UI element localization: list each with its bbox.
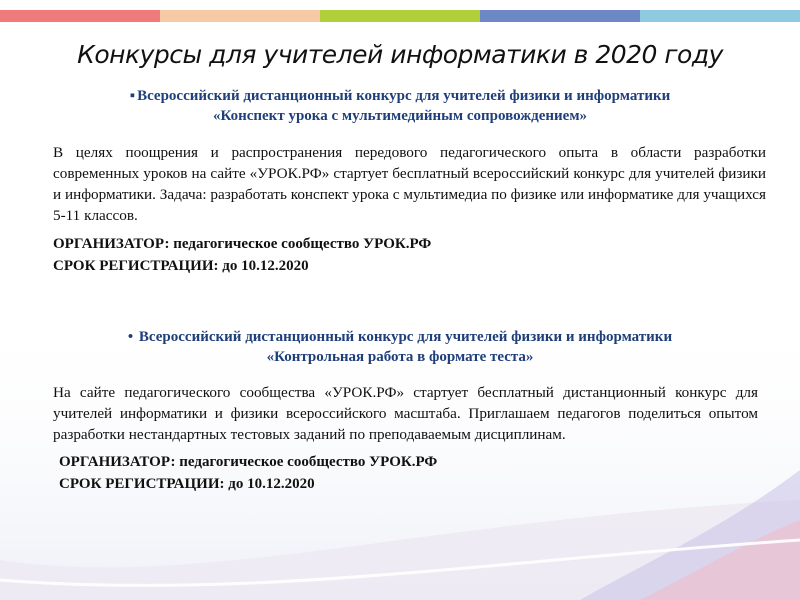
- contest1-heading: [0, 86, 800, 126]
- page-title: Конкурсы для учителей информатики в 2020 году: [77, 40, 723, 69]
- contest1-deadline: СРОК РЕГИСТРАЦИИ: до 10.12.2020: [53, 258, 309, 274]
- stripe-segment: [160, 10, 320, 22]
- contest1-description: В целях поощрения и распространения передового педагогического опыта в области разработки современных уроков на сайте «УРОК.РФ» стартует бесплатный всероссийский конкурс для учителей физики и информатики. Задача: разработать конспект урока с мультимедиа по физике или информатике для учащихся 5-11 классов.: [53, 144, 766, 224]
- stripe-segment: [640, 10, 800, 22]
- contest2-heading: [0, 327, 800, 367]
- stripe-segment: [480, 10, 640, 22]
- contest1-organizer: ОРГАНИЗАТОР: педагогическое сообщество УРОК.РФ: [53, 236, 432, 252]
- contest2-organizer-block: [59, 451, 437, 495]
- contest1-organizer-block: [53, 233, 431, 277]
- contest2-deadline: СРОК РЕГИСТРАЦИИ: до 10.12.2020: [59, 476, 315, 492]
- bullet-dot-icon: •: [127, 329, 134, 345]
- contest1-heading-line1: Всероссийский дистанционный конкурс для учителей физики и информатики: [137, 88, 671, 104]
- contest1-heading-line2: «Конспект урока с мультимедийным сопровождением»: [212, 108, 588, 124]
- stripe-segment: [320, 10, 480, 22]
- contest2-description: На сайте педагогического сообщества «УРОК.РФ» стартует бесплатный дистанционный конкурс для учителей информатики и физики всероссийского масштаба. Приглашаем педагогов поделиться опытом разработки нестандартных тестовых заданий по преподаваемым дисциплинам.: [53, 384, 758, 443]
- bullet-square-icon: ▪: [129, 88, 136, 104]
- contest2-heading-line1: Всероссийский дистанционный конкурс для учителей физики и информатики: [138, 329, 673, 345]
- contest2-organizer: ОРГАНИЗАТОР: педагогическое сообщество УРОК.РФ: [59, 454, 438, 470]
- contest2-heading-line2: «Контрольная работа в формате теста»: [266, 349, 534, 365]
- stripe-segment: [0, 10, 160, 22]
- top-color-stripe: [0, 10, 800, 22]
